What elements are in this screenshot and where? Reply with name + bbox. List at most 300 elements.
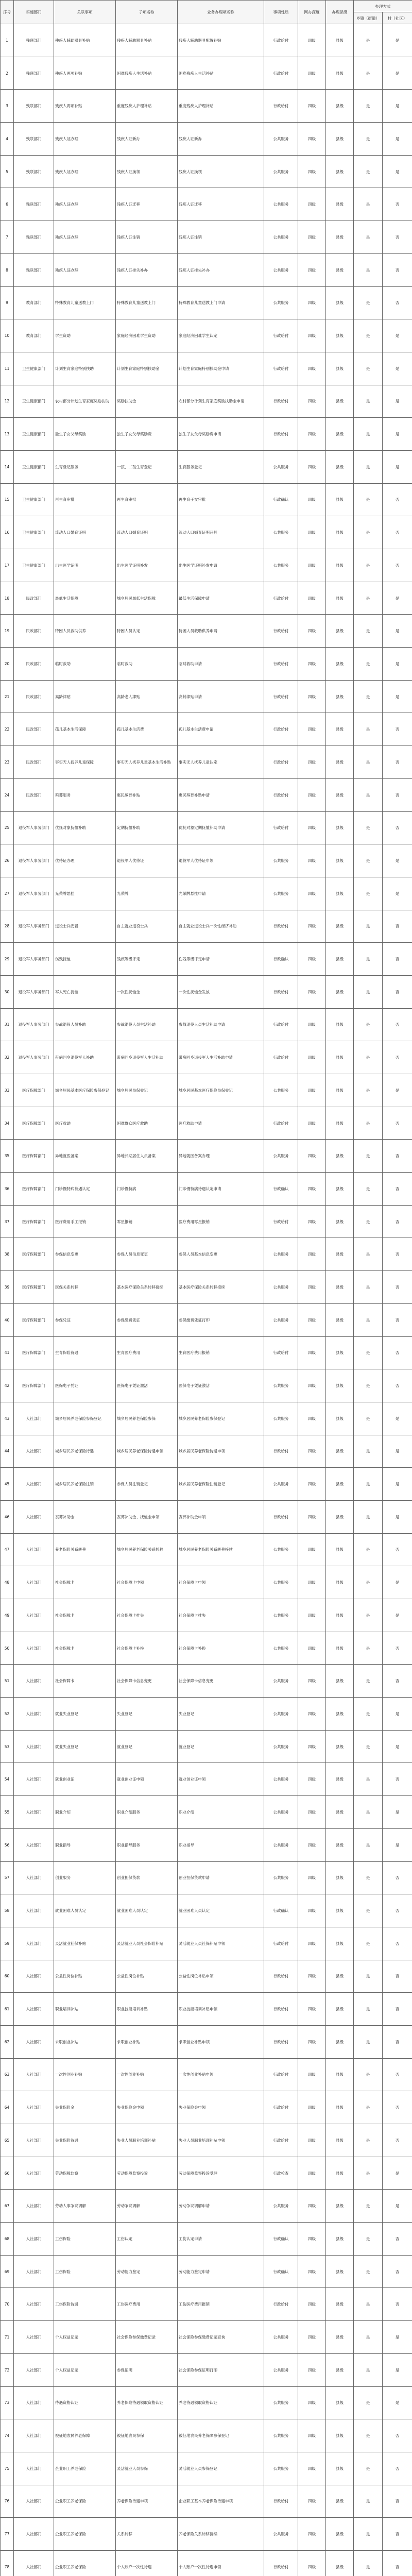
cell-town: 是 (354, 1698, 383, 1731)
cell-dept: 卫生健康部门 (14, 483, 54, 516)
cell-name: 失业人员职业培训补贴申领 (178, 2124, 264, 2157)
cell-dept: 人社部门 (14, 1665, 54, 1698)
cell-item: 优抚对象抚恤补助 (54, 811, 116, 844)
cell-item: 参保信息变更 (54, 1238, 116, 1271)
cell-no: 44 (1, 1435, 14, 1468)
cell-name: 优抚对象定期抚恤补助申请 (178, 811, 264, 844)
cell-depth: 四级 (298, 1500, 326, 1533)
cell-level: 县级 (326, 1665, 354, 1698)
cell-no: 77 (1, 2518, 14, 2551)
cell-name: 参战退役人员生活补助申请 (178, 1008, 264, 1041)
cell-type: 行政给付 (264, 975, 298, 1008)
cell-dept: 人社部门 (14, 2419, 54, 2452)
cell-depth: 四级 (298, 549, 326, 582)
cell-depth: 四级 (298, 2386, 326, 2419)
table-row (1, 24, 412, 57)
table-row (1, 319, 412, 352)
cell-level: 县级 (326, 516, 354, 549)
cell-dept: 残联部门 (14, 57, 54, 90)
table-row (1, 680, 412, 713)
cell-item: 优待证办理 (54, 844, 116, 877)
cell-dept: 人社部门 (14, 2255, 54, 2288)
cell-item: 个人权益记录 (54, 2321, 116, 2354)
cell-name: 劳动能力鉴定申请 (178, 2255, 264, 2288)
table-row (1, 286, 412, 319)
cell-type: 行政给付 (264, 2124, 298, 2157)
cell-sub: 特殊教育儿童送教上门 (116, 286, 178, 319)
cell-village: 否 (383, 2550, 412, 2576)
table-row (1, 2058, 412, 2091)
cell-village: 是 (383, 24, 412, 57)
cell-level: 县级 (326, 1698, 354, 1731)
cell-level: 县级 (326, 680, 354, 713)
cell-village: 是 (383, 1500, 412, 1533)
cell-sub: 劳动保障监察投诉 (116, 2157, 178, 2190)
cell-name: 最低生活保障申请 (178, 582, 264, 615)
cell-dept: 人社部门 (14, 1894, 54, 1927)
cell-no: 46 (1, 1500, 14, 1533)
cell-no: 15 (1, 483, 14, 516)
cell-item: 残疾人两项补贴 (54, 57, 116, 90)
cell-town: 是 (354, 1008, 383, 1041)
cell-level: 县级 (326, 385, 354, 418)
cell-level: 县级 (326, 221, 354, 254)
cell-town: 是 (354, 352, 383, 385)
table-row (1, 1173, 412, 1206)
cell-depth: 四级 (298, 1993, 326, 2026)
cell-town: 是 (354, 2255, 383, 2288)
cell-item: 创业服务 (54, 1861, 116, 1894)
cell-town: 是 (354, 1960, 383, 1993)
cell-depth: 四级 (298, 910, 326, 943)
cell-village: 否 (383, 1533, 412, 1566)
cell-town: 是 (354, 1533, 383, 1566)
cell-item: 异地就医备案 (54, 1140, 116, 1173)
cell-name: 社会保障卡信息变更 (178, 1665, 264, 1698)
cell-name: 城乡居民基本医疗保险参保登记 (178, 1074, 264, 1107)
cell-type: 公共服务 (264, 1303, 298, 1336)
cell-item: 企业职工养老保险 (54, 2518, 116, 2551)
cell-village: 否 (383, 1763, 412, 1796)
cell-depth: 四级 (298, 2190, 326, 2223)
cell-name: 个人账户一次性待遇申领 (178, 2550, 264, 2576)
cell-dept: 医疗保障部门 (14, 1336, 54, 1369)
cell-sub: 基本医疗保险关系转移接续 (116, 1271, 178, 1304)
cell-level: 县级 (326, 1763, 354, 1796)
cell-town: 是 (354, 1041, 383, 1074)
cell-name: 家庭经济困难学生认定 (178, 319, 264, 352)
cell-no: 35 (1, 1140, 14, 1173)
cell-depth: 四级 (298, 188, 326, 221)
cell-depth: 四级 (298, 811, 326, 844)
cell-name: 特殊教育儿童送教上门申请 (178, 286, 264, 319)
cell-sub: 残疾等级评定 (116, 943, 178, 976)
cell-item: 社会保障卡 (54, 1632, 116, 1665)
cell-item: 失业保险待遇 (54, 2124, 116, 2157)
cell-village: 否 (383, 778, 412, 811)
cell-name: 伤残等级评定申请 (178, 943, 264, 976)
cell-no: 38 (1, 1238, 14, 1271)
cell-depth: 四级 (298, 483, 326, 516)
cell-type: 行政确认 (264, 1173, 298, 1206)
cell-dept: 残联部门 (14, 221, 54, 254)
cell-depth: 四级 (298, 844, 326, 877)
cell-depth: 四级 (298, 1468, 326, 1501)
cell-name: 城乡居民养老保险待遇申领 (178, 1435, 264, 1468)
cell-town: 是 (354, 1599, 383, 1632)
cell-type: 行政给付 (264, 1205, 298, 1238)
cell-dept: 人社部门 (14, 1730, 54, 1763)
cell-level: 县级 (326, 123, 354, 156)
header-no: 序号 (1, 1, 14, 24)
cell-sub: 事实无人抚养儿童基本生活补贴 (116, 746, 178, 779)
cell-sub: 城乡居民养老保险待遇申领 (116, 1435, 178, 1468)
table-row (1, 778, 412, 811)
cell-dept: 人社部门 (14, 1566, 54, 1599)
cell-type: 行政给付 (264, 385, 298, 418)
cell-sub: 定期抚恤补助 (116, 811, 178, 844)
cell-town: 是 (354, 778, 383, 811)
cell-sub: 自主就业退役士兵 (116, 910, 178, 943)
cell-name: 异地就医备案办理 (178, 1140, 264, 1173)
cell-level: 县级 (326, 648, 354, 681)
table-row (1, 975, 412, 1008)
cell-village: 否 (383, 975, 412, 1008)
cell-town: 是 (354, 1566, 383, 1599)
cell-dept: 卫生健康部门 (14, 352, 54, 385)
cell-level: 县级 (326, 1500, 354, 1533)
cell-item: 社会保障卡 (54, 1566, 116, 1599)
cell-name: 失业保险金申领 (178, 2091, 264, 2124)
cell-depth: 四级 (298, 2124, 326, 2157)
cell-item: 一次性创业补贴 (54, 2058, 116, 2091)
cell-item: 残疾人证办理 (54, 253, 116, 286)
cell-no: 10 (1, 319, 14, 352)
cell-town: 是 (354, 286, 383, 319)
cell-town: 是 (354, 2321, 383, 2354)
cell-town: 是 (354, 1303, 383, 1336)
cell-depth: 四级 (298, 2419, 326, 2452)
table-row (1, 1927, 412, 1960)
cell-no: 47 (1, 1533, 14, 1566)
cell-depth: 四级 (298, 1566, 326, 1599)
cell-sub: 社会保障卡信息变更 (116, 1665, 178, 1698)
cell-dept: 人社部门 (14, 2452, 54, 2485)
cell-depth: 四级 (298, 582, 326, 615)
cell-village: 是 (383, 155, 412, 188)
cell-no: 73 (1, 2386, 14, 2419)
cell-name: 养老保险关系转移接续 (178, 2518, 264, 2551)
cell-item: 工伤保险 (54, 2223, 116, 2256)
table-row (1, 844, 412, 877)
cell-type: 公共服务 (264, 877, 298, 910)
cell-level: 县级 (326, 746, 354, 779)
cell-item: 流动人口婚育证明 (54, 516, 116, 549)
cell-town: 是 (354, 155, 383, 188)
cell-sub: 残疾人证换领 (116, 155, 178, 188)
cell-name: 城乡居民养老保险参保登记 (178, 1402, 264, 1435)
cell-item: 就业创业证 (54, 1763, 116, 1796)
cell-village: 是 (383, 2190, 412, 2223)
cell-item: 出生医学证明 (54, 549, 116, 582)
cell-item: 伤残抚恤 (54, 943, 116, 976)
cell-level: 县级 (326, 352, 354, 385)
cell-level: 县级 (326, 811, 354, 844)
cell-level: 县级 (326, 975, 354, 1008)
cell-no: 3 (1, 90, 14, 123)
cell-no: 1 (1, 24, 14, 57)
cell-no: 54 (1, 1763, 14, 1796)
cell-town: 是 (354, 1861, 383, 1894)
cell-level: 县级 (326, 319, 354, 352)
cell-dept: 医疗保障部门 (14, 1074, 54, 1107)
header-item: 关联事项 (54, 1, 116, 24)
cell-level: 县级 (326, 2485, 354, 2518)
cell-item: 养老保险关系转移 (54, 1533, 116, 1566)
cell-sub: 失业保险金申领 (116, 2091, 178, 2124)
cell-item: 学生资助 (54, 319, 116, 352)
cell-village: 否 (383, 221, 412, 254)
cell-dept: 人社部门 (14, 1763, 54, 1796)
cell-item: 残疾人证办理 (54, 155, 116, 188)
table-row (1, 582, 412, 615)
cell-level: 县级 (326, 2550, 354, 2576)
cell-sub: 特困人员认定 (116, 615, 178, 648)
cell-dept: 人社部门 (14, 1828, 54, 1861)
cell-town: 是 (354, 516, 383, 549)
table-row (1, 1303, 412, 1336)
cell-depth: 四级 (298, 2223, 326, 2256)
cell-name: 自主就业退役士兵一次性经济补助 (178, 910, 264, 943)
cell-town: 是 (354, 1140, 383, 1173)
cell-town: 是 (354, 549, 383, 582)
cell-item: 最低生活保障 (54, 582, 116, 615)
cell-type: 公共服务 (264, 2190, 298, 2223)
table-row (1, 2190, 412, 2223)
cell-village: 是 (383, 57, 412, 90)
cell-depth: 四级 (298, 1336, 326, 1369)
cell-item: 军人死亡抚恤 (54, 975, 116, 1008)
cell-dept: 残联部门 (14, 253, 54, 286)
cell-sub: 参保缴费凭证 (116, 1303, 178, 1336)
cell-no: 41 (1, 1336, 14, 1369)
cell-no: 65 (1, 2124, 14, 2157)
header-nature: 事项性质 (264, 1, 298, 24)
cell-dept: 教育部门 (14, 319, 54, 352)
cell-dept: 人社部门 (14, 1796, 54, 1829)
cell-type: 公共服务 (264, 1599, 298, 1632)
table-row (1, 2223, 412, 2256)
cell-dept: 退役军人事务部门 (14, 975, 54, 1008)
cell-no: 34 (1, 1107, 14, 1140)
cell-depth: 四级 (298, 2452, 326, 2485)
cell-town: 是 (354, 2419, 383, 2452)
table-row (1, 2025, 412, 2058)
cell-sub: 一次性抚恤金 (116, 975, 178, 1008)
cell-type: 行政确认 (264, 483, 298, 516)
cell-village: 是 (383, 844, 412, 877)
cell-item: 待遇资格认证 (54, 2386, 116, 2419)
table-row (1, 57, 412, 90)
header-channel-village: 村（社区） (383, 12, 412, 24)
cell-village: 否 (383, 811, 412, 844)
cell-village: 是 (383, 1828, 412, 1861)
cell-no: 21 (1, 680, 14, 713)
cell-village: 否 (383, 2058, 412, 2091)
cell-no: 70 (1, 2288, 14, 2321)
table-row (1, 1336, 412, 1369)
cell-level: 县级 (326, 1140, 354, 1173)
cell-name: 工伤医疗费用报销 (178, 2288, 264, 2321)
cell-no: 29 (1, 943, 14, 976)
cell-sub: 失业登记 (116, 1698, 178, 1731)
cell-name: 就业登记 (178, 1730, 264, 1763)
cell-village: 否 (383, 2124, 412, 2157)
cell-type: 公共服务 (264, 221, 298, 254)
cell-dept: 人社部门 (14, 1960, 54, 1993)
cell-sub: 社会保险参保缴费记录 (116, 2321, 178, 2354)
cell-type: 行政给付 (264, 680, 298, 713)
cell-town: 是 (354, 2386, 383, 2419)
cell-dept: 卫生健康部门 (14, 418, 54, 451)
cell-no: 49 (1, 1599, 14, 1632)
cell-sub: 失业人员职业培训补贴 (116, 2124, 178, 2157)
cell-dept: 人社部门 (14, 1533, 54, 1566)
cell-no: 75 (1, 2452, 14, 2485)
cell-item: 独生子女父母奖励 (54, 418, 116, 451)
cell-type: 公共服务 (264, 2419, 298, 2452)
cell-type: 行政给付 (264, 1336, 298, 1369)
cell-dept: 医疗保障部门 (14, 1271, 54, 1304)
cell-type: 公共服务 (264, 1074, 298, 1107)
cell-dept: 人社部门 (14, 1468, 54, 1501)
cell-town: 是 (354, 746, 383, 779)
cell-village: 是 (383, 123, 412, 156)
cell-town: 是 (354, 713, 383, 746)
cell-village: 是 (383, 648, 412, 681)
cell-town: 是 (354, 1828, 383, 1861)
cell-dept: 退役军人事务部门 (14, 877, 54, 910)
cell-type: 公共服务 (264, 1828, 298, 1861)
table-row (1, 943, 412, 976)
cell-type: 公共服务 (264, 1369, 298, 1402)
cell-depth: 四级 (298, 713, 326, 746)
cell-depth: 四级 (298, 778, 326, 811)
cell-name: 生育医疗费用报销 (178, 1336, 264, 1369)
table-row (1, 1500, 412, 1533)
cell-depth: 四级 (298, 1763, 326, 1796)
table-row (1, 2452, 412, 2485)
cell-level: 县级 (326, 2452, 354, 2485)
cell-village: 是 (383, 1730, 412, 1763)
cell-item: 农村部分计划生育家庭奖励扶助 (54, 385, 116, 418)
cell-type: 行政给付 (264, 2288, 298, 2321)
cell-item: 企业职工养老保险 (54, 2452, 116, 2485)
cell-no: 72 (1, 2353, 14, 2386)
cell-no: 62 (1, 2025, 14, 2058)
cell-depth: 四级 (298, 1927, 326, 1960)
cell-type: 行政给付 (264, 1500, 298, 1533)
cell-no: 74 (1, 2419, 14, 2452)
cell-dept: 退役军人事务部门 (14, 811, 54, 844)
cell-no: 30 (1, 975, 14, 1008)
cell-depth: 四级 (298, 1107, 326, 1140)
cell-depth: 四级 (298, 1894, 326, 1927)
cell-name: 创业担保贷款申请 (178, 1861, 264, 1894)
table-row (1, 1074, 412, 1107)
cell-name: 职业介绍 (178, 1796, 264, 1829)
cell-item: 高龄津贴 (54, 680, 116, 713)
cell-level: 县级 (326, 844, 354, 877)
cell-no: 16 (1, 516, 14, 549)
cell-no: 18 (1, 582, 14, 615)
cell-town: 是 (354, 1894, 383, 1927)
cell-dept: 人社部门 (14, 2518, 54, 2551)
cell-level: 县级 (326, 910, 354, 943)
cell-depth: 四级 (298, 1041, 326, 1074)
cell-type: 行政给付 (264, 57, 298, 90)
cell-town: 是 (354, 24, 383, 57)
cell-item: 社会保障卡 (54, 1599, 116, 1632)
table-row (1, 483, 412, 516)
cell-sub: 灵活就业人员参保 (116, 2452, 178, 2485)
cell-name: 一次性创业补贴申领 (178, 2058, 264, 2091)
cell-depth: 四级 (298, 1665, 326, 1698)
cell-type: 公共服务 (264, 155, 298, 188)
cell-name: 劳动保障监察投诉受理 (178, 2157, 264, 2190)
cell-level: 县级 (326, 713, 354, 746)
cell-sub: 再生育审批 (116, 483, 178, 516)
cell-sub: 社会保障卡申领 (116, 1566, 178, 1599)
cell-item: 社会保障卡 (54, 1665, 116, 1698)
table-row (1, 615, 412, 648)
cell-type: 行政给付 (264, 615, 298, 648)
cell-name: 农村部分计划生育家庭奖励扶助金申请 (178, 385, 264, 418)
cell-type: 公共服务 (264, 2452, 298, 2485)
cell-name: 临时救助申请 (178, 648, 264, 681)
cell-level: 县级 (326, 1369, 354, 1402)
cell-no: 14 (1, 450, 14, 483)
cell-depth: 四级 (298, 516, 326, 549)
cell-item: 失业保险金 (54, 2091, 116, 2124)
cell-town: 是 (354, 680, 383, 713)
cell-level: 县级 (326, 2223, 354, 2256)
cell-village: 是 (383, 385, 412, 418)
cell-sub: 公益性岗位补贴 (116, 1960, 178, 1993)
cell-town: 是 (354, 2091, 383, 2124)
cell-sub: 工伤医疗费用 (116, 2288, 178, 2321)
cell-type: 行政给付 (264, 2025, 298, 2058)
cell-name: 失业登记 (178, 1698, 264, 1731)
cell-name: 被征地农民养老保障参保登记 (178, 2419, 264, 2452)
cell-no: 6 (1, 188, 14, 221)
cell-dept: 残联部门 (14, 24, 54, 57)
cell-depth: 四级 (298, 352, 326, 385)
table-row (1, 1205, 412, 1238)
cell-depth: 四级 (298, 2321, 326, 2354)
cell-dept: 民政部门 (14, 778, 54, 811)
cell-type: 公共服务 (264, 1730, 298, 1763)
cell-sub: 参保证明 (116, 2353, 178, 2386)
cell-village: 是 (383, 680, 412, 713)
cell-village: 否 (383, 2025, 412, 2058)
cell-type: 公共服务 (264, 1566, 298, 1599)
cell-town: 是 (354, 1238, 383, 1271)
cell-level: 县级 (326, 286, 354, 319)
cell-town: 是 (354, 2025, 383, 2058)
cell-town: 是 (354, 188, 383, 221)
cell-no: 43 (1, 1402, 14, 1435)
